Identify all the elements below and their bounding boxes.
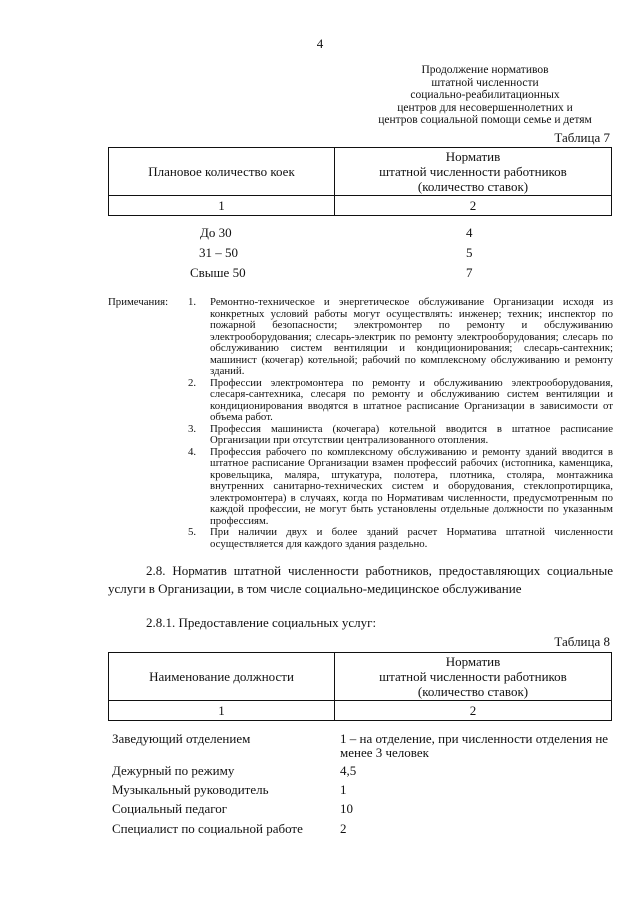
note-number: 2. xyxy=(188,376,197,389)
table8-position-cell: Социальный педагог xyxy=(112,801,228,816)
notes-heading: Примечания: xyxy=(108,296,169,308)
continuation-line: Продолжение нормативов xyxy=(421,64,549,76)
note-item xyxy=(108,378,613,424)
continuation-heading xyxy=(350,64,620,127)
page-number: 4 xyxy=(316,36,324,51)
continuation-line: центров для несовершеннолетних и xyxy=(397,101,573,114)
table7-caption: Таблица 7 xyxy=(554,130,610,145)
note-number: 3. xyxy=(188,422,197,435)
section-2-8-paragraph xyxy=(108,562,613,597)
continuation-line: центров социальной помощи семье и детям xyxy=(378,114,592,126)
header-line: (количество ставок) xyxy=(417,684,529,699)
table8-norm-cell: 10 xyxy=(340,801,353,816)
table7-norm-cell: 5 xyxy=(466,245,473,260)
note-text: Ремонтно-техническое и энергетическое обслуживание Организации исходя из конкретных условий работы могут осуществлять: инженер; техник; инспектор по пожарной безопасности; электромонтер по ремонту и обслуживанию электрооборудования; слесарь-электрик по ремонту электрооборудования; слесарь по обслуживанию систем вентиляции и кондиционирования; слесарь-сантехник; машинист (кочегар) котельной; рабочий по комплексному обслуживанию и ремонту зданий. xyxy=(210,296,613,377)
table7-col2-number: 2 xyxy=(335,196,612,216)
note-item xyxy=(108,447,613,528)
table7-beds-cell: До 30 xyxy=(200,225,232,240)
note-text: Профессии электромонтера по ремонту и обслуживанию электрооборудования, слесаря-сантехника, слесаря по ремонту и обслуживанию систем вентиляции и кондиционирования вводятся в штатное расписание Организации в зависимости от объема работ. xyxy=(210,376,613,423)
table8-norm-cell: 1 xyxy=(340,782,347,797)
table7-col1-header: Плановое количество коек xyxy=(109,148,335,196)
header-line: Норматив xyxy=(445,654,501,669)
table8-col1-header: Наименование должности xyxy=(109,653,335,701)
table7-norm-cell: 7 xyxy=(466,265,473,280)
table8-position-cell: Музыкальный руководитель xyxy=(112,782,269,797)
continuation-line: социально-реабилитационных xyxy=(410,89,560,101)
table8-position-cell: Дежурный по режиму xyxy=(112,763,235,778)
table7-header xyxy=(108,147,612,216)
table8-position-cell: Специалист по социальной работе xyxy=(112,821,303,836)
note-text: Профессия машиниста (кочегара) котельной вводится в штатное расписание Организации при отсутствии централизованного отопления. xyxy=(210,422,613,446)
table7-col2-header xyxy=(335,148,612,196)
table8-col2-number: 2 xyxy=(335,701,612,721)
note-text: Профессия рабочего по комплексному обслуживанию и ремонту зданий вводится в штатное расписание Организации взамен профессий рабочих (истопника, каменщика, кровельщика, маляра, штукатура, полотера, плотника, столяра, монтажника внутренних санитарно-технических систем и оборудования, стеклопротирщика, электромонтера) в случаях, когда по Нормативам численности, предусмотренным по каждой профессии, не могут быть установлены отдельные должности по указанным профессиям. xyxy=(210,445,613,527)
note-number: 1. xyxy=(188,296,197,308)
note-number: 5. xyxy=(188,526,197,538)
header-line: (количество ставок) xyxy=(417,179,529,194)
table7-norm-cell: 4 xyxy=(466,225,473,240)
section-2-8-1-text: 2.8.1. Предоставление социальных услуг: xyxy=(146,615,377,630)
note-text: При наличии двух и более зданий расчет Норматива штатной численности осуществляется для каждого здания раздельно. xyxy=(210,526,613,550)
table8-norm-cell: 1 – на отделение, при численности отделения не менее 3 человек xyxy=(340,731,609,760)
table7-col1-number: 1 xyxy=(109,196,335,216)
table8-col2-header xyxy=(335,653,612,701)
table8-position-cell: Заведующий отделением xyxy=(112,731,251,746)
header-line: Норматив xyxy=(445,149,501,164)
notes-block xyxy=(108,297,613,550)
note-item xyxy=(108,424,613,447)
note-item xyxy=(108,527,613,550)
header-line: штатной численности работников xyxy=(379,164,567,179)
continuation-line: штатной численности xyxy=(431,76,539,89)
table8-col1-number: 1 xyxy=(109,701,335,721)
table7-beds-cell: Свыше 50 xyxy=(190,265,246,280)
note-item xyxy=(108,297,613,378)
table8-norm-cell: 4,5 xyxy=(340,763,357,778)
table7-beds-cell: 31 – 50 xyxy=(199,245,238,260)
table8-norm-cell: 2 xyxy=(340,821,347,836)
note-number: 4. xyxy=(188,445,197,458)
section-2-8-text: 2.8. Норматив штатной численности работников, предоставляющих социальные услуги в Организации, в том числе социально-медицинское обслуживание xyxy=(108,563,613,596)
table8-caption: Таблица 8 xyxy=(554,634,610,649)
table8-header xyxy=(108,652,612,721)
header-line: штатной численности работников xyxy=(379,669,567,684)
section-2-8-1-paragraph xyxy=(108,614,613,632)
